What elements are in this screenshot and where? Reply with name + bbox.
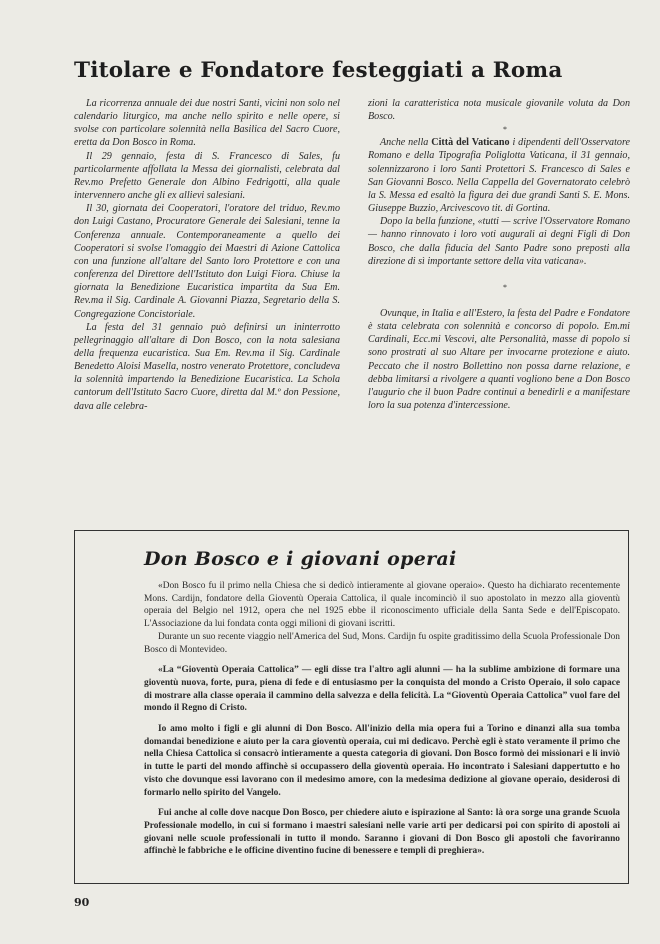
- article-paragraph: zioni la caratteristica nota musicale giovanile voluta da Don Bosco.: [368, 98, 630, 123]
- spacer: [368, 268, 630, 281]
- box-paragraph: «Don Bosco fu il primo nella Chiesa che si dedicò intieramente al giovane operaio». Questo ha dichiarato recentemente Mons. Cardijn, fondatore della Gioventù Operaia Cattolica, il quale incominciò il suo apostolato in mezzo alla gioventù operaia del Belgio nel 1912, opera che nel 1925 ebbe il riconoscimento ufficiale della Santa Sede e dell'Episcopato. L'Associazione da lui fondata conta oggi milioni di giovani iscritti.: [144, 581, 620, 630]
- article-paragraph-vatican: [368, 136, 630, 215]
- article-paragraph: Dopo la bella funzione, «tutti — scrive l'Osservatore Romano — hanno rinnovato i loro voti augurali ai degni Figli di Don Bosco, che dalla fiducia del Santo Padre sono preposti alla direzione di sì importante settore della vita vaticana».: [368, 216, 630, 267]
- page-number: 90: [74, 896, 90, 909]
- vatican-text: i dipendenti dell'Osservatore Romano e della Tipografia Poliglotta Vaticana, il 31 gennaio, solennizzarono i loro Santi Protettori S. Francesco di Sales e San Giovanni Bosco. Nella Cappella del Governatorato celebrò la S. Messa ed esaltò la figura dei due grandi Santi S. E. Mons. Giuseppe Buzzio, Arcivescovo tit. di Gortina.: [368, 137, 630, 215]
- box-paragraph: «La “Gioventù Operaia Cattolica” — egli disse tra l'altro agli alunni — ha la sublime ambizione di formare una gioventù nuova, forte, pura, piena di fede e di entusiasmo per la conquista del mondo a Cristo Operaio, il solo capace di mostrare alla classe operaia il cammino della salvezza e della felicità. La “Gioventù Operaia Cattolica” vuol fare del mondo il Regno di Cristo.: [144, 665, 620, 714]
- section-separator: *: [503, 125, 507, 135]
- article-paragraph: La ricorrenza annuale dei due nostri Santi, vicini non solo nel calendario liturgico, ma anche nello spirito e nelle opere, si svolse con particolare solennità nella Basilica del Sacro Cuore, eretta da Don Bosco in Roma.: [74, 98, 340, 149]
- article-title: Titolare e Fondatore festeggiati a Roma: [74, 58, 563, 83]
- box-paragraph: Durante un suo recente viaggio nell'America del Sud, Mons. Cardijn fu ospite graditissimo della Scuola Professionale Don Bosco di Montevideo.: [144, 631, 620, 655]
- box-title: Don Bosco e i giovani operai: [144, 548, 457, 570]
- article-left-column: [74, 97, 340, 413]
- article-paragraph: Il 30, giornata dei Cooperatori, l'oratore del triduo, Rev.mo don Luigi Castano, Procuratore Generale dei Salesiani, tenne la Conferenza annuale. Contemporaneamente a quello dei Cooperatori si svolse l'omaggio dei Maestri di Azione Cattolica con una funzione all'altare del Santo loro Protettore e con una conferenza del Direttore dell'Istituto don Luigi Fiora. Chiuse la giornata la Benedizione Eucaristica impartita da Sua Em. Rev.ma il Sig. Cardinale A. Giovanni Piazza, Segretario della S. Congregazione Concistoriale.: [74, 203, 340, 320]
- vatican-intro: Anche nella: [380, 137, 429, 149]
- box-body: [144, 580, 620, 858]
- box-paragraph: Io amo molto i figli e gli alunni di Don Bosco. All'inizio della mia opera fui a Torino e dinanzi alla sua tomba domandai benedizione e aiuto per la cara gioventù operaia, cui mi dedicavo. Perchè egli è stato veramente il primo che nella Chiesa Cattolica si consacrò intieramente a questa categoria di giovani. Don Bosco formò dei missionari e li inviò in tutte le parti del mondo affinchè si occupassero della gioventù operaia. Ho incontrato i Salesiani dappertutto e ho visto che dovunque essi lavorano con il medesimo amore, con la medesima dedizione al giovane operaio, desiderosi di formarlo nello spirito del Vangelo.: [144, 724, 620, 798]
- article-paragraph: La festa del 31 gennaio può definirsi un ininterrotto pellegrinaggio all'altare di Don Bosco, con la nota salesiana della frequenza eucaristica. Sua Em. Rev.ma il Sig. Cardinale Benedetto Aloisi Masella, nostro venerato Protettore, concludeva la solennità impartendo la Benedizione Eucaristica. La Schola cantorum dell'Istituto Sacro Cuore, diretta dal M.º don Pessione, dava alle celebra-: [74, 321, 340, 412]
- article-paragraph: Il 29 gennaio, festa di S. Francesco di Sales, fu particolarmente affollata la Messa dei giornalisti, celebrata dal Rev.mo Prefetto Generale don Albino Fedrigotti, alla quale intervennero anche gli ex allievi salesiani.: [74, 150, 340, 202]
- article-paragraph: Ovunque, in Italia e all'Estero, la festa del Padre e Fondatore è stata celebrata con solennità e concorso di popolo. Em.mi Cardinali, Ecc.mi Vescovi, alte Personalità, masse di popolo si sono prostrati al suo Altare per invocarne protezione e aiuto. Peccato che il nostro Bollettino non possa darne relazione, e debba limitarsi a rivolgere a quanti vogliono bene a Don Bosco l'augurio che il buon Padre continui a benedirli e a manifestare loro la sua potenza d'intercessione.: [368, 307, 630, 411]
- section-separator: *: [503, 282, 507, 292]
- spacer: [368, 294, 630, 307]
- vatican-highlight: Città del Vaticano: [431, 137, 510, 149]
- box-paragraph: Fui anche al colle dove nacque Don Bosco, per chiedere aiuto e ispirazione al Santo: là ora sorge una grande Scuola Professionale modello, in cui si formano i maestri salesiani nelle varie arti per dedicarsi poi con spirito di apostoli ai giovani nelle scuole professionali in tutto il mondo. Saranno i giovani di Don Bosco gli apostoli che favoriranno affinchè le fabbriche e le officine diventino fucine di benessere e templi di preghiera».: [144, 808, 620, 857]
- boxed-article: [74, 530, 629, 884]
- article-right-column: [368, 97, 630, 412]
